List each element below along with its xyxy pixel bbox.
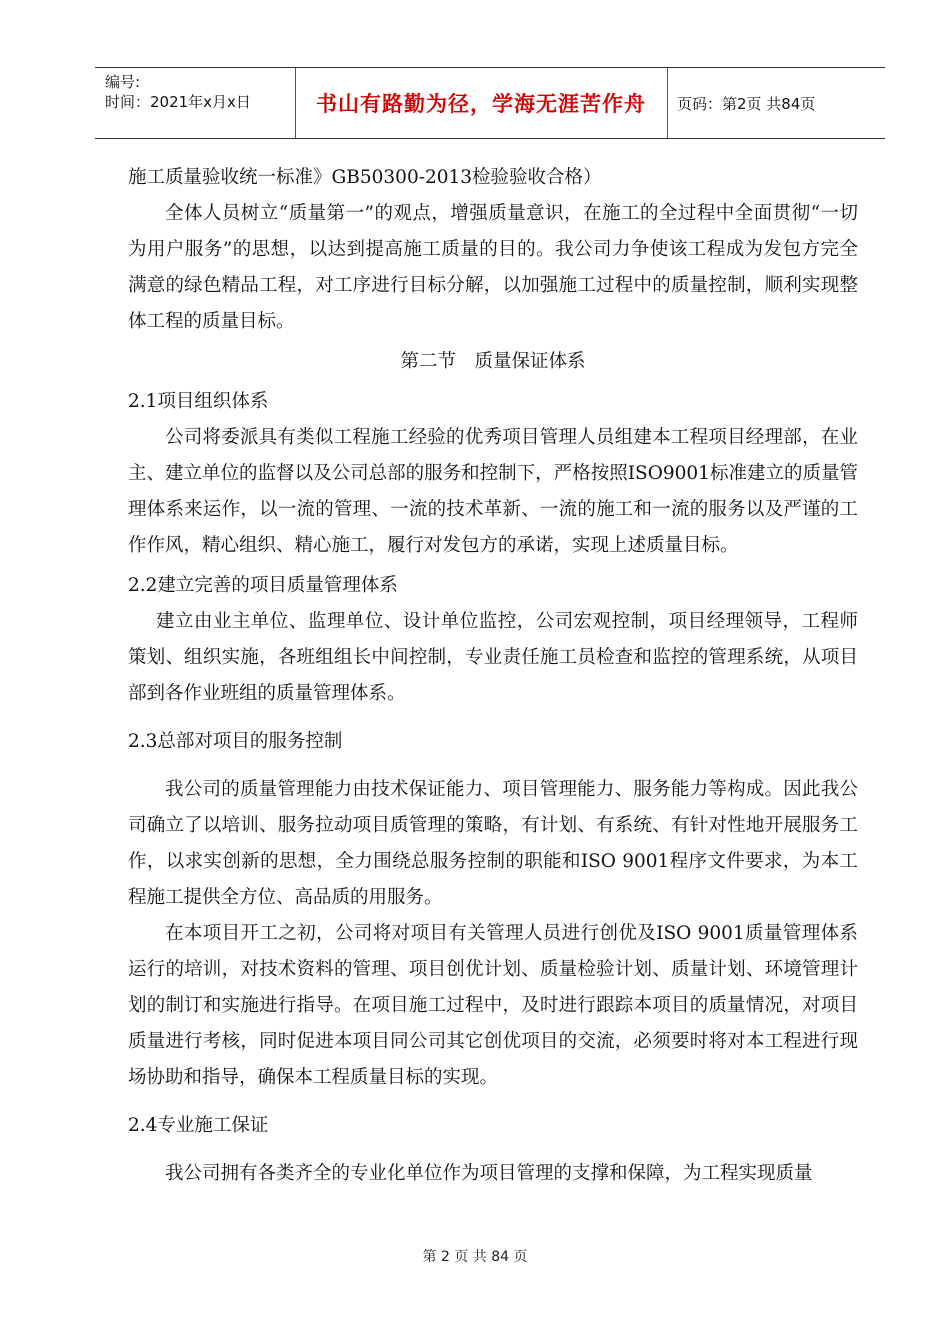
heading-2-3: 2.3总部对项目的服务控制 [128, 731, 343, 752]
page-header [95, 67, 885, 139]
heading-2-4: 2.4专业施工保证 [128, 1115, 269, 1136]
header-motto-cell [295, 68, 668, 138]
paragraph-2-3-b: 在本项目开工之初，公司将对项目有关管理人员进行创优及ISO 9001质量管理体系运行的培训，对技术资料的管理、项目创优计划、质量检验计划、质量计划、环境管理计划的制订和实施进行指导。在项目施工过程中，及时进行跟踪本项目的质量情况，对项目质量进行考核，同时促进本项目同公司其它创优项目的交流，必须要时将对本工程进行现场协助和指导，确保本工程质量目标的实现。 [128, 923, 858, 1088]
header-info-cell [95, 68, 296, 138]
header-motto: 书山有路勤为径，学海无涯苦作舟 [316, 92, 646, 116]
document-body [128, 160, 858, 1192]
header-page-number: 页码：第2页 共84页 [677, 94, 816, 113]
document-number-label: 编号: [105, 73, 141, 91]
heading-2-1: 2.1项目组织体系 [128, 391, 269, 412]
heading-2-2: 2.2建立完善的项目质量管理体系 [128, 575, 398, 596]
paragraph-2-1: 公司将委派具有类似工程施工经验的优秀项目管理人员组建本工程项目经理部，在业主、建立单位的监督以及公司总部的服务和控制下，严格按照ISO9001标准建立的质量管理体系来运作，以一流的管理、一流的技术革新、一流的施工和一流的服务以及严谨的工作作风，精心组织、精心施工，履行对发包方的承诺，实现上述质量目标。 [128, 427, 858, 556]
paragraph-quality-awareness: 全体人员树立“质量第一”的观点，增强质量意识，在施工的全过程中全面贯彻“一切为用户服务”的思想，以达到提高施工质量的目的。我公司力争使该工程成为发包方完全满意的绿色精品工程，对工序进行目标分解，以加强施工过程中的质量控制，顺利实现整体工程的质量目标。 [128, 203, 858, 332]
page-footer: 第 2 页 共 84 页 [422, 1249, 528, 1265]
header-page-cell [667, 68, 885, 138]
document-time-label: 时间：2021年x月x日 [105, 93, 251, 111]
section-title: 第二节 质量保证体系 [400, 351, 586, 372]
paragraph-2-2: 建立由业主单位、监理单位、设计单位监控，公司宏观控制，项目经理领导，工程师策划、组织实施，各班组组长中间控制，专业责任施工员检查和监控的管理系统，从项目部到各作业班组的质量管理体系。 [128, 611, 858, 704]
paragraph-continuation: 施工质量验收统一标准》GB50300-2013检验验收合格） [128, 167, 602, 188]
paragraph-2-3-a: 我公司的质量管理能力由技术保证能力、项目管理能力、服务能力等构成。因此我公司确立了以培训、服务拉动项目质管理的策略，有计划、有系统、有针对性地开展服务工作，以求实创新的思想，全力围绕总服务控制的职能和ISO 9001程序文件要求，为本工程施工提供全方位、高品质的用服务。 [128, 779, 858, 908]
paragraph-2-4: 我公司拥有各类齐全的专业化单位作为项目管理的支撑和保障，为工程实现质量 [165, 1163, 813, 1184]
